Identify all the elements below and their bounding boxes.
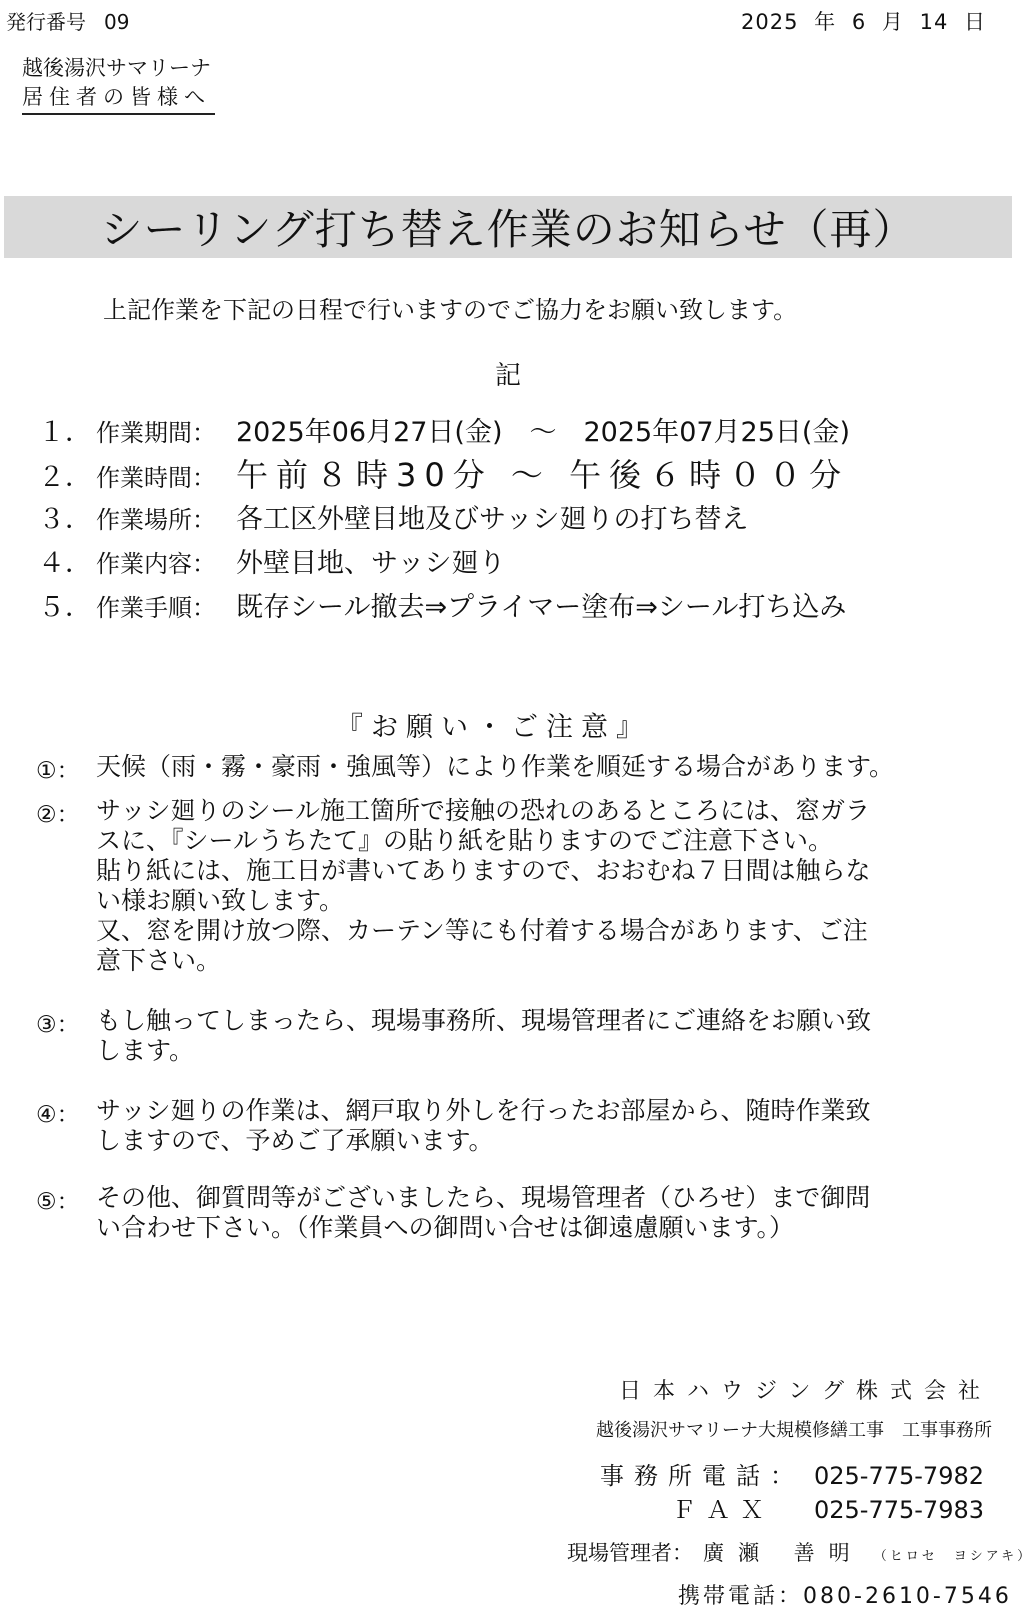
item-content xyxy=(38,541,505,580)
issue-label: 発行番号 xyxy=(6,10,86,34)
manager-kana: （ヒロセ ヨシアキ） xyxy=(873,1549,1033,1564)
date-year: 2025 xyxy=(741,10,799,34)
title-bar xyxy=(4,196,1012,258)
item-number: １． xyxy=(38,417,92,448)
issue-date xyxy=(733,6,986,36)
addressee-line-1: 越後湯沢サマリーナ xyxy=(22,56,211,80)
date-day: 14 xyxy=(919,10,949,34)
item-period xyxy=(38,410,850,449)
mobile-phone xyxy=(678,1579,1012,1610)
item-label: 作業手順： xyxy=(96,594,216,622)
manager-name: 廣瀬 善明 xyxy=(703,1541,864,1565)
date-year-unit: 年 xyxy=(814,10,837,34)
mobile-number: 080-2610-7546 xyxy=(803,1584,1012,1609)
notes-title: 『お願い・ご注意』 xyxy=(336,712,651,743)
note-line: もし触ってしまったら、現場事務所、現場管理者にご連絡をお願い致 xyxy=(96,1006,872,1035)
addressee xyxy=(22,54,215,115)
item-hours xyxy=(38,450,849,496)
date-month: 6 xyxy=(851,10,867,34)
note-mark: ③： xyxy=(36,1012,80,1038)
fax-number: 025-775-7983 xyxy=(813,1496,984,1524)
note-5 xyxy=(96,1183,976,1243)
addressee-line-2: 居住者の皆様へ xyxy=(22,83,215,115)
item-value: 既存シール撤去⇒プライマー塗布⇒シール打ち込み xyxy=(236,592,847,623)
item-label: 作業場所： xyxy=(96,506,216,534)
note-line: スに、『シールうちたて』の貼り紙を貼りますのでご注意下さい。 xyxy=(96,826,834,855)
item-label: 作業内容： xyxy=(96,550,216,578)
note-line: その他、御質問等がございましたら、現場管理者（ひろせ）まで御問 xyxy=(96,1183,871,1212)
note-line: 意下さい。 xyxy=(96,946,222,975)
note-line: い様お願い致します。 xyxy=(96,886,345,915)
company-name: 日本ハウジング株式会社 xyxy=(618,1379,992,1404)
date-day-unit: 日 xyxy=(964,10,986,34)
note-mark: ②： xyxy=(36,802,80,828)
note-line: します。 xyxy=(96,1036,195,1065)
item-label: 作業期間： xyxy=(96,419,216,447)
issue-number-value: 09 xyxy=(104,10,130,34)
note-3 xyxy=(96,1006,976,1066)
issue-number xyxy=(6,6,129,35)
item-number: ４． xyxy=(38,548,92,579)
note-line: い合わせ下さい。（作業員への御問い合せは御遠慮願います。） xyxy=(96,1213,795,1242)
site-manager xyxy=(567,1537,1033,1567)
note-mark: ⑤： xyxy=(36,1189,80,1215)
manager-label: 現場管理者： xyxy=(567,1541,693,1565)
note-line: 貼り紙には、施工日が書いてありますので、おおむね７日間は触らな xyxy=(96,856,871,885)
date-month-unit: 月 xyxy=(881,10,904,34)
item-number: ５． xyxy=(38,592,92,623)
note-line: サッシ廻りのシール施工箇所で接触の恐れのあるところには、窓ガラ xyxy=(96,796,871,825)
office-fax xyxy=(672,1490,984,1525)
note-line: サッシ廻りの作業は、網戸取り外しを行ったお部屋から、随時作業致 xyxy=(96,1096,871,1125)
page-title: シーリング打ち替え作業のお知らせ（再） xyxy=(100,205,916,254)
fax-label: ＦＡＸ xyxy=(671,1496,774,1524)
item-label: 作業時間： xyxy=(96,464,216,492)
note-mark: ①： xyxy=(36,758,80,784)
note-2 xyxy=(96,796,976,976)
phone-label: 事務所電話： xyxy=(599,1462,804,1490)
phone-number: 025-775-7982 xyxy=(813,1462,984,1490)
note-line: 天候（雨・霧・豪雨・強風等）により作業を順延する場合があります。 xyxy=(96,752,895,781)
item-value: 2025年06月27日(金) ～ 2025年07月25日(金) xyxy=(236,417,850,448)
mobile-label: 携帯電話： xyxy=(678,1584,804,1609)
intro-text: 上記作業を下記の日程で行いますのでご協力をお願い致します。 xyxy=(103,296,798,324)
note-line: 又、窓を開け放つ際、カーテン等にも付着する場合があります、ご注 xyxy=(96,916,868,945)
note-line: しますので、予めご了承願います。 xyxy=(96,1126,494,1155)
note-4 xyxy=(96,1096,976,1156)
item-location xyxy=(38,497,748,536)
item-value: 午前８時30分 ～ 午後６時００分 xyxy=(236,456,850,494)
office-phone xyxy=(600,1456,984,1491)
item-number: ２． xyxy=(38,462,92,493)
note-mark: ④： xyxy=(36,1102,80,1128)
office-name: 越後湯沢サマリーナ大規模修繕工事 工事事務所 xyxy=(596,1420,992,1441)
ki-heading: 記 xyxy=(495,361,522,391)
item-procedure xyxy=(38,585,846,624)
item-number: ３． xyxy=(38,504,92,535)
item-value: 外壁目地、サッシ廻り xyxy=(236,548,506,579)
item-value: 各工区外壁目地及びサッシ廻りの打ち替え xyxy=(236,504,749,535)
note-1 xyxy=(96,752,976,782)
